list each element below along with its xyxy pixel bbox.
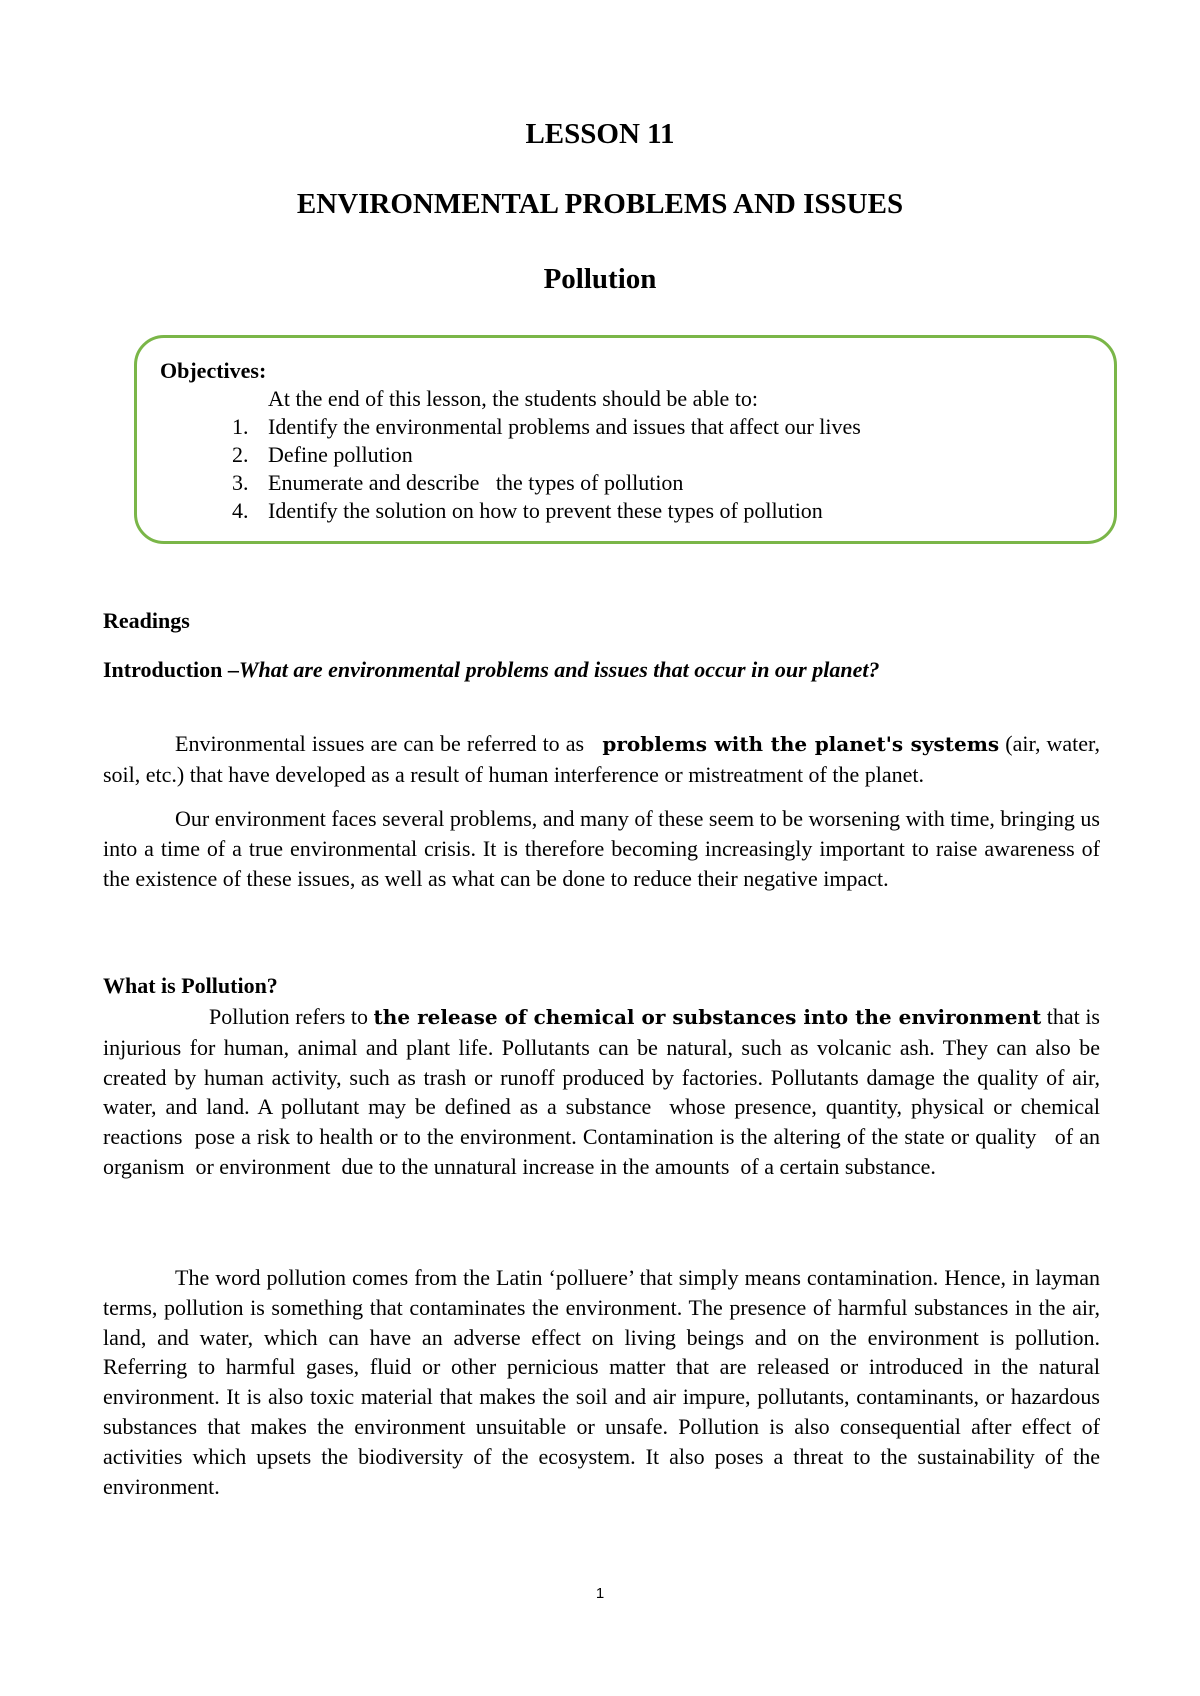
pollution-paragraph-1 [103, 1002, 1106, 1182]
objectives-heading: Objectives: [160, 358, 267, 383]
paragraph-text: (air, water, soil, etc.) that have developed as a result of human interference or mistreatment of the planet. [103, 731, 1100, 787]
objectives-list [232, 413, 861, 525]
readings-heading: Readings [103, 608, 190, 633]
introduction-label: Introduction – [103, 657, 239, 682]
objective-item [232, 497, 861, 525]
lesson-subtitle: Pollution [543, 263, 657, 295]
paragraph-bold-phrase: the release of chemical or substances into the environment [373, 1005, 1042, 1029]
pollution-heading: What is Pollution? [103, 973, 278, 998]
objective-text: Enumerate and describe the types of pollution [268, 470, 684, 495]
readings-paragraph-2: Our environment faces several problems, and many of these seem to be worsening with time, bringing us into a time of a true environmental crisis. It is therefore becoming increasingly important to raise awareness of the existence of these issues, as well as what can be done to reduce their negative impact. [103, 806, 1100, 891]
lesson-number: LESSON 11 [525, 118, 675, 150]
paragraph-text: Pollution refers to [209, 1004, 374, 1029]
lesson-title: ENVIRONMENTAL PROBLEMS AND ISSUES [296, 188, 904, 220]
objective-number: 1. [232, 414, 249, 439]
objective-item [232, 441, 861, 469]
readings-paragraph-1 [103, 729, 1100, 790]
objective-text: Define pollution [268, 442, 413, 467]
pollution-paragraph-2: The word pollution comes from the Latin ‘polluere’ that simply means contamination. Hence, in layman terms, pollution is something that contaminates the environment. The presence of harmful substances in the air, land, and water, which can have an adverse effect on living beings and on the environment is pollution. Referring to harmful gases, fluid or other pernicious matter that are released or introduced in the natural environment. It is also toxic material that makes the soil and air impure, pollutants, contaminants, or hazardous substances that makes the environment unsuitable or unsafe. Pollution is also consequential after effect of activities which upsets the biodiversity of the ecosystem. It also poses a threat to the sustainability of the environment. [103, 1265, 1100, 1499]
objectives-intro: At the end of this lesson, the students should be able to: [268, 386, 759, 411]
objective-number: 3. [232, 470, 249, 495]
objective-item [232, 413, 861, 441]
objective-number: 4. [232, 498, 249, 523]
objective-number: 2. [232, 442, 249, 467]
paragraph-bold-phrase: problems with the planet's systems [602, 732, 1000, 756]
introduction-line [103, 656, 879, 684]
objective-text: Identify the solution on how to prevent these types of pollution [268, 498, 823, 523]
paragraph-text: that is injurious for human, animal and plant life. Pollutants can be natural, such as volcanic ash. They can also be created by human activity, such as trash or runoff produced by factories. Pollutants damage the quality of air, water, and land. A pollutant may be defined as a substance whose presence, quantity, physical or chemical reactions pose a risk to health or to the environment. Contamination is the altering of the state or quality of an organism or environment due to the unnatural increase in the amounts of a certain substance. [103, 1004, 1106, 1179]
introduction-question: What are environmental problems and issues that occur in our planet? [238, 657, 880, 682]
paragraph-text: Environmental issues are can be referred to as [175, 731, 603, 756]
objective-item [232, 469, 861, 497]
objective-text: Identify the environmental problems and issues that affect our lives [268, 414, 861, 439]
page-number: 1 [595, 1585, 605, 1602]
